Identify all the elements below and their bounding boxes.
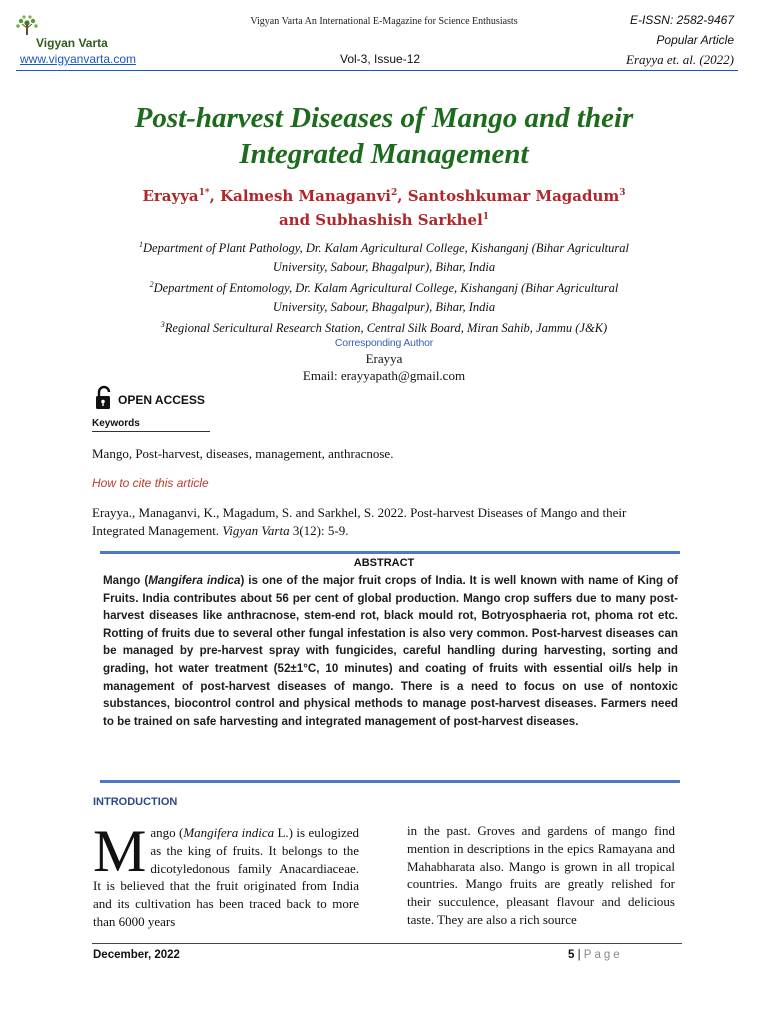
volume-issue: Vol-3, Issue-12 (340, 52, 421, 66)
abstract-bottom-rule (100, 780, 680, 783)
magazine-name: Vigyan Varta An International E-Magazine for Science Enthusiasts (250, 16, 518, 27)
logo-text: Vigyan Varta (36, 36, 108, 50)
open-access-label: OPEN ACCESS (118, 393, 205, 407)
drop-cap: M (93, 818, 147, 884)
author-list: Erayya$^{1*}$, Kalmesh Managanvi$^2$, Santoshkumar Magadum$^3$ and Subhashish Sarkhel$^1$ (142, 187, 626, 229)
author-sup: 1* (198, 188, 210, 198)
author-name: Erayya (142, 187, 199, 205)
intro-column-right: in the past. Groves and gardens of mango find mention in descriptions in the epics Ramayana and Mahabharata also. Mango is grown in all tropical countries. Mango fruits are greatly relished for their succulence, pleasant flavour and delicious taste. They are also a rich source (407, 823, 675, 927)
intro-column-left: Mango (Mangifera indica L.) is eulogized as the king of fruits. It belongs to the dicotyledonous family Anacardiaceae. It is believed that the fruit originated from India and its cultivation has been traced back to more than 6000 years (93, 818, 359, 929)
title-line-2: Integrated Management (239, 138, 529, 170)
keywords-label: Keywords (92, 418, 140, 429)
author-name: Subhashish Sarkhel (315, 211, 483, 229)
citation-journal: Vigyan Varta (222, 523, 290, 538)
author-sup: 3 (619, 188, 626, 198)
corresponding-author-name: Erayya (365, 351, 403, 366)
open-lock-icon (94, 385, 116, 416)
abstract-heading: ABSTRACT (353, 557, 415, 569)
author-name: Kalmesh Managanvi (220, 187, 391, 205)
short-citation: Erayya et. al. (2022) (626, 52, 734, 67)
introduction-heading: INTRODUCTION (93, 796, 178, 808)
footer-divider (92, 943, 682, 944)
author-sup: 2 (391, 188, 398, 198)
article-title (60, 100, 708, 172)
affiliations (90, 236, 678, 338)
title-line-1: Post-harvest Diseases of Mango and their (134, 102, 634, 134)
abstract-top-rule (100, 551, 680, 554)
how-to-cite-label: How to cite this article (92, 476, 209, 490)
affiliation-2: $^2$Department of Entomology, Dr. Kalam Agricultural College, Kishanganj (Bihar Agricultural University, Sabour, Bhagalpur), Bihar, India (149, 280, 619, 314)
header-divider (16, 70, 738, 71)
issn: E-ISSN: 2582-9467 (629, 13, 734, 27)
intro-species: Mangifera indica (183, 825, 275, 840)
citation-text: Erayya., Managanvi, K., Magadum, S. and Sarkhel, S. 2022. Post-harvest Diseases of Mango and their Integrated Management. Vigyan Varta 3(12): 5-9. (92, 505, 627, 538)
author-name: Santoshkumar Magadum (407, 187, 620, 205)
keywords-divider (92, 431, 210, 432)
corresponding-author-label: Corresponding Author (334, 337, 434, 349)
article-type: Popular Article (656, 33, 734, 47)
affiliation-3: $^3$Regional Sericultural Research Station, Central Silk Board, Miran Sahib, Jammu (J&K) (160, 320, 608, 336)
website-link[interactable]: www.vigyanvarta.com (20, 52, 137, 66)
keywords-text: Mango, Post-harvest, diseases, management, anthracnose. (92, 446, 394, 461)
abstract-species: Mangifera indica (148, 574, 241, 587)
corresponding-author-email[interactable]: Email: erayyapath@gmail.com (302, 368, 466, 383)
page-number: 5 | Page (568, 949, 623, 961)
author-sup: 1 (482, 212, 490, 222)
footer-date: December, 2022 (93, 949, 180, 961)
affiliation-1: $^1$Department of Plant Pathology, Dr. Kalam Agricultural College, Kishanganj (Bihar Agricultural University, Sabour, Bhagalpur), Bihar, India (139, 240, 629, 274)
abstract-text: Mango (Mangifera indica) is one of the major fruit crops of India. It is well known with name of King of Fruits. India contributes about 56 per cent of global production. Mango crop suffers due to many post-harvest diseases like anthracnose, stem-end rot, black mould rot, Botryosphaeria rot, phoma rot etc. Rotting of fruits due to several other fungal infestation is also very common. Post-harvest diseases can be managed by pre-harvest spray with fungicides, careful handling during harvesting, sorting and grading, hot water treatment (52±1°C, 10 minutes) and coating of fruits with essential oil/s help in management of post-harvest diseases of mango. There is a need to focus on use of nontoxic substances, biocontrol control and physical methods to manage post-harvest diseases. Farmers need to be trained on safe harvesting and integrated management of post-harvest diseases. (103, 574, 678, 728)
